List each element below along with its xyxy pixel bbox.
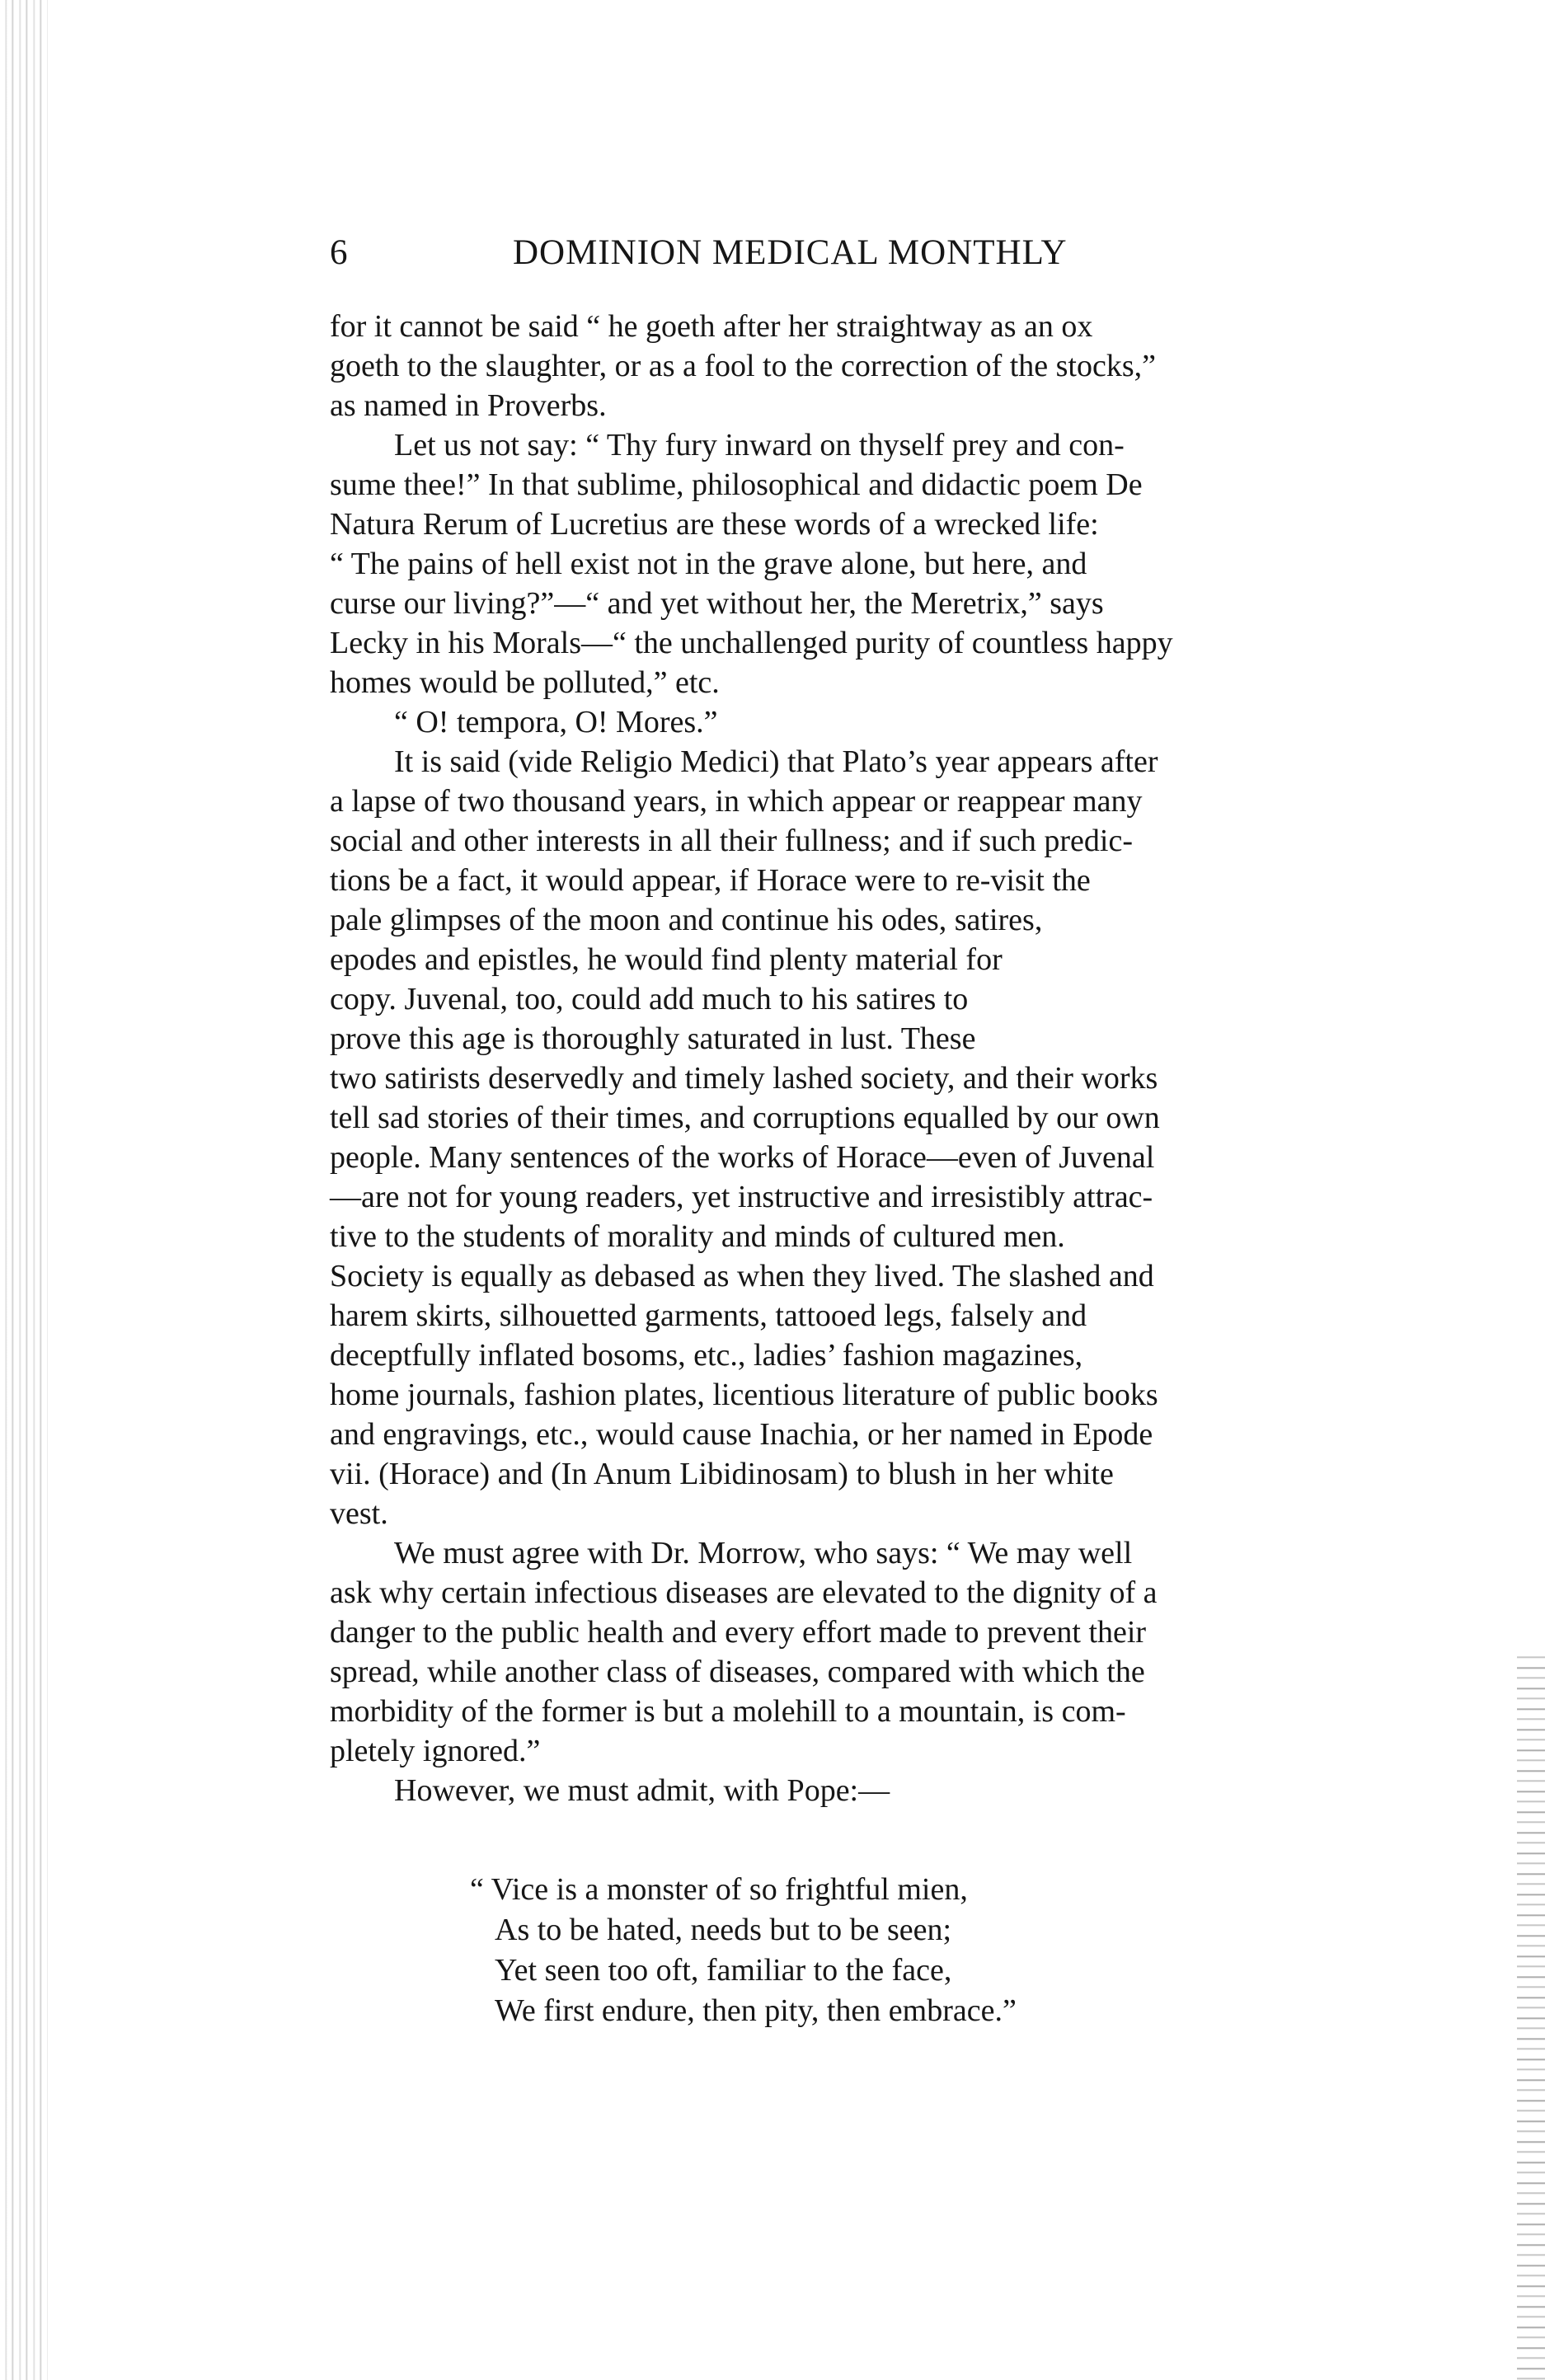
body-line: home journals, fashion plates, licentious literature of public books — [330, 1378, 1158, 1412]
body-line: deceptfully inflated bosoms, etc., ladies’ fashion magazines, — [330, 1338, 1083, 1373]
body-line: We must agree with Dr. Morrow, who says: “ We may well — [394, 1536, 1133, 1570]
body-line: Let us not say: “ Thy fury inward on thyself prey and con- — [394, 428, 1125, 462]
verse-line: We first endure, then pity, then embrace.” — [495, 1993, 1017, 2028]
body-line: “ O! tempora, O! Mores.” — [394, 705, 718, 739]
body-line: tive to the students of morality and minds of cultured men. — [330, 1219, 1065, 1254]
body-line: —are not for young readers, yet instructive and irresistibly attrac- — [330, 1180, 1153, 1214]
body-line: goeth to the slaughter, or as a fool to the correction of the stocks,” — [330, 349, 1157, 383]
body-line: tions be a fact, it would appear, if Horace were to re-visit the — [330, 863, 1091, 898]
body-line: “ The pains of hell exist not in the grave alone, but here, and — [330, 547, 1087, 581]
body-text — [330, 307, 1369, 1810]
body-line: copy. Juvenal, too, could add much to his satires to — [330, 982, 969, 1016]
body-line: Society is equally as debased as when they lived. The slashed and — [330, 1259, 1154, 1293]
body-line: two satirists deservedly and timely lashed society, and their works — [330, 1061, 1158, 1096]
body-line: curse our living?”—“ and yet without her, the Meretrix,” says — [330, 586, 1104, 621]
body-line: Lecky in his Morals—“ the unchallenged purity of countless happy — [330, 626, 1173, 660]
running-head: DOMINION MEDICAL MONTHLY — [513, 233, 1068, 272]
body-line: pale glimpses of the moon and continue his odes, satires, — [330, 903, 1043, 937]
body-line: and engravings, etc., would cause Inachia, or her named in Epode — [330, 1417, 1153, 1452]
page-gutter-scan-edge — [0, 0, 48, 2380]
page-header — [330, 232, 1220, 282]
body-line: morbidity of the former is but a molehill to a mountain, is com- — [330, 1694, 1126, 1729]
body-line: homes would be polluted,” etc. — [330, 665, 720, 700]
body-line: ask why certain infectious diseases are elevated to the dignity of a — [330, 1575, 1158, 1610]
right-scan-edge — [1517, 1649, 1545, 2380]
body-line: a lapse of two thousand years, in which appear or reappear many — [330, 784, 1143, 819]
body-line: However, we must admit, with Pope:— — [394, 1773, 890, 1808]
body-line: prove this age is thoroughly saturated in lust. These — [330, 1021, 976, 1056]
body-line: danger to the public health and every effort made to prevent their — [330, 1615, 1147, 1650]
verse-line: As to be hated, needs but to be seen; — [495, 1913, 952, 1947]
body-line: as named in Proverbs. — [330, 388, 607, 423]
body-line: social and other interests in all their fullness; and if such predic- — [330, 824, 1133, 858]
body-line: sume thee!” In that sublime, philosophical and didactic poem De — [330, 467, 1143, 502]
body-line: epodes and epistles, he would find plenty material for — [330, 942, 1003, 977]
body-line: people. Many sentences of the works of Horace—even of Juvenal — [330, 1140, 1155, 1175]
body-line: vest. — [330, 1496, 388, 1531]
body-line: pletely ignored.” — [330, 1734, 541, 1768]
body-line: It is said (vide Religio Medici) that Plato’s year appears after — [394, 744, 1158, 779]
body-line: vii. (Horace) and (In Anum Libidinosam) to blush in her white — [330, 1457, 1114, 1491]
body-line: Natura Rerum of Lucretius are these words of a wrecked life: — [330, 507, 1099, 542]
body-line: harem skirts, silhouetted garments, tattooed legs, falsely and — [330, 1298, 1087, 1333]
verse-line: “ Vice is a monster of so frightful mien, — [470, 1872, 968, 1907]
page-number: 6 — [330, 233, 349, 272]
verse-line: Yet seen too oft, familiar to the face, — [495, 1953, 952, 1988]
body-line: spread, while another class of diseases, compared with which the — [330, 1655, 1145, 1689]
verse-quote — [470, 1870, 1212, 2031]
body-line: for it cannot be said “ he goeth after her straightway as an ox — [330, 309, 1093, 344]
body-line: tell sad stories of their times, and corruptions equalled by our own — [330, 1101, 1160, 1135]
